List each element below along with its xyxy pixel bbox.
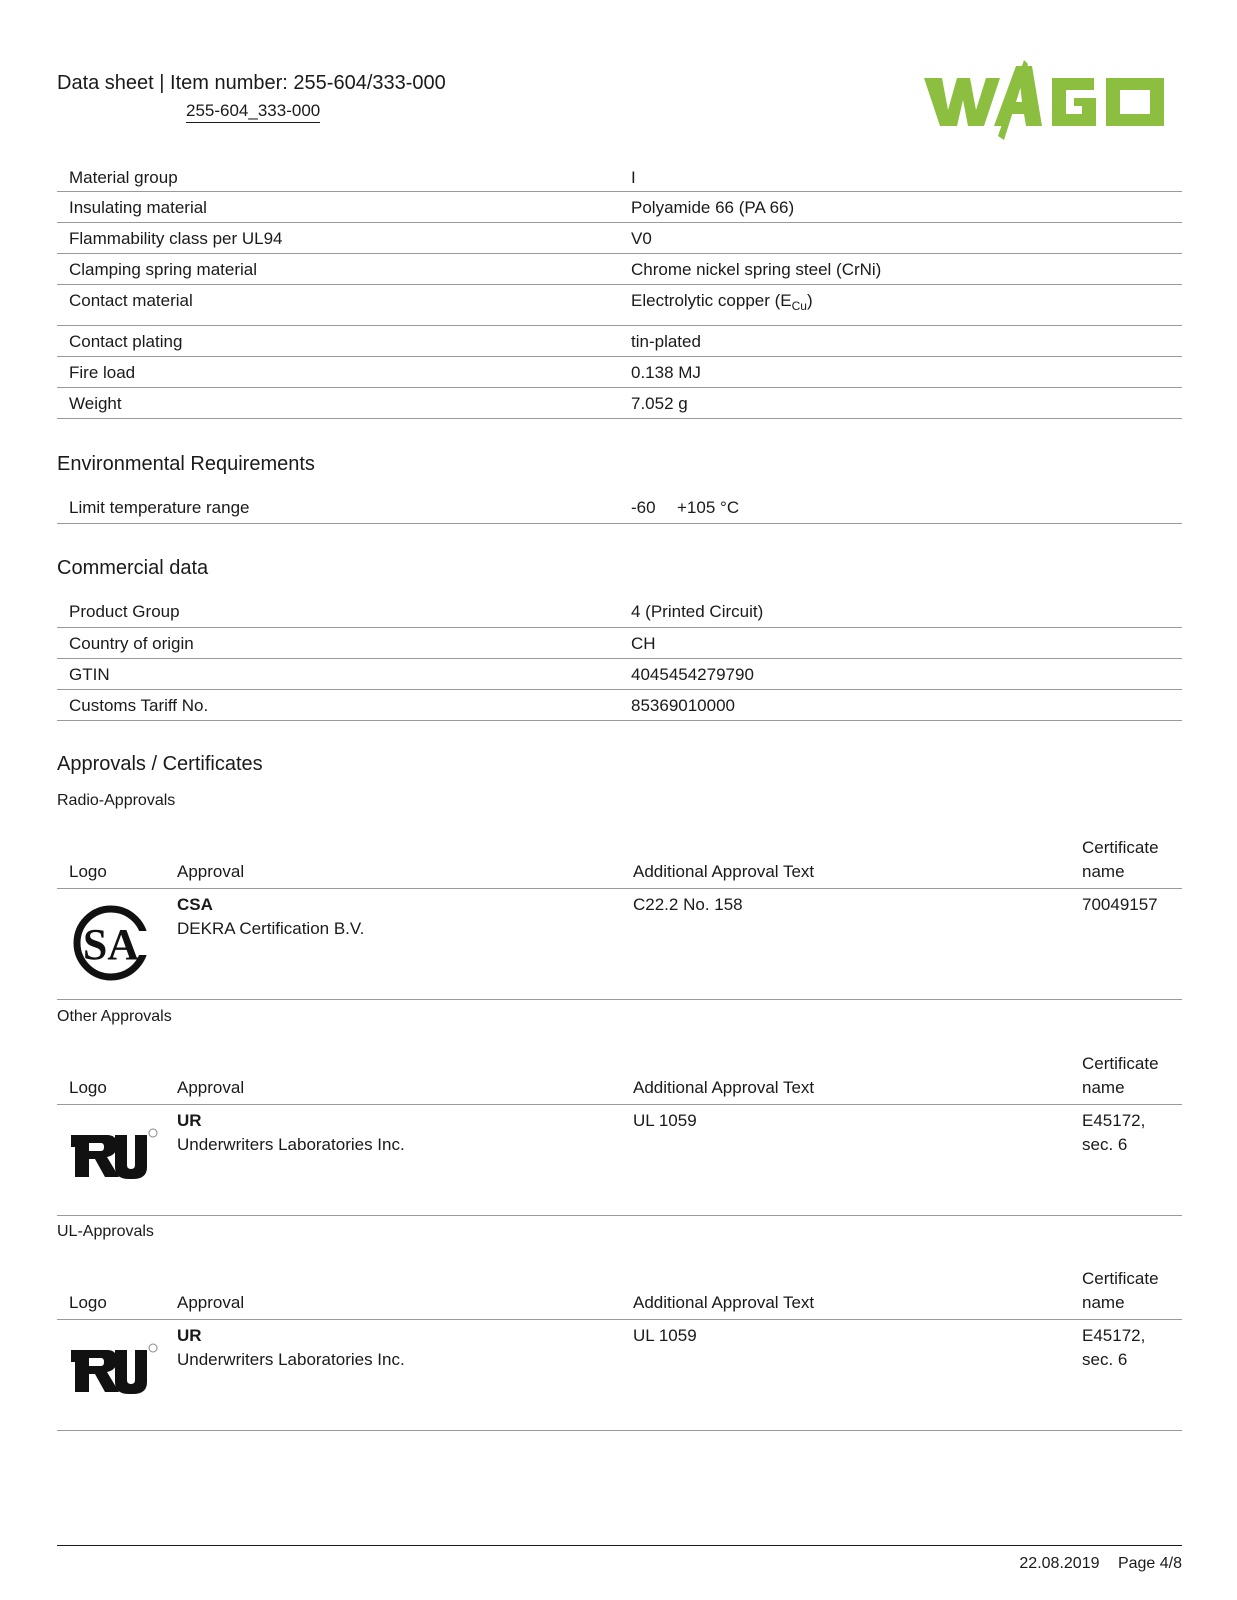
approval-group-title: Other Approvals <box>57 1008 172 1025</box>
table-row <box>57 628 1182 659</box>
approval-cert: 70049157 <box>1082 895 1158 914</box>
row-value: 7.052 g <box>631 394 688 413</box>
row-value-max: +105 °C <box>677 498 740 517</box>
table-row <box>57 492 1182 524</box>
row-value: 0.138 MJ <box>631 363 701 382</box>
approval-row <box>57 1105 1182 1216</box>
approval-additional: UL 1059 <box>633 1111 697 1130</box>
table-row <box>57 388 1182 419</box>
row-value: CH <box>631 634 656 653</box>
table-row <box>57 223 1182 254</box>
row-label: Material group <box>69 168 178 187</box>
csa-logo-icon <box>71 897 151 994</box>
approval-table-header <box>57 818 1182 889</box>
approval-cert-line2: sec. 6 <box>1082 1135 1128 1154</box>
table-row <box>57 160 1182 192</box>
approval-row <box>57 889 1182 1000</box>
col-cert-line1: Certificate <box>1082 1054 1159 1073</box>
col-approval: Approval <box>177 862 245 881</box>
col-approval: Approval <box>177 1078 245 1097</box>
row-value: 4 (Printed Circuit) <box>631 602 764 621</box>
environmental-table <box>57 492 1182 524</box>
footer-page: Page 4/8 <box>1117 1555 1182 1572</box>
footer <box>1019 1555 1182 1573</box>
approval-table-header <box>57 1034 1182 1105</box>
table-row <box>57 285 1182 326</box>
svg-text:SA: SA <box>82 920 140 969</box>
section-title-commercial: Commercial data <box>57 557 209 579</box>
wago-logo <box>924 58 1180 144</box>
table-row <box>57 659 1182 690</box>
col-logo: Logo <box>69 1293 107 1312</box>
row-label: Contact material <box>69 291 193 310</box>
approval-body: Underwriters Laboratories Inc. <box>177 1350 405 1369</box>
approval-name: UR <box>177 1326 202 1345</box>
row-label: Country of origin <box>69 634 194 653</box>
approval-name: UR <box>177 1111 202 1130</box>
table-row <box>57 326 1182 357</box>
col-cert-line2: name <box>1082 862 1125 881</box>
approval-cert-line1: E45172, <box>1082 1111 1146 1130</box>
footer-date: 22.08.2019 <box>1019 1555 1100 1572</box>
approval-cert-line2: sec. 6 <box>1082 1350 1128 1369</box>
row-label: Customs Tariff No. <box>69 696 209 715</box>
commercial-table <box>57 596 1182 721</box>
table-row <box>57 254 1182 285</box>
table-row <box>57 357 1182 388</box>
approval-name: CSA <box>177 895 213 914</box>
table-row <box>57 690 1182 721</box>
col-approval: Approval <box>177 1293 245 1312</box>
col-cert-line2: name <box>1082 1293 1125 1312</box>
material-table <box>57 160 1182 419</box>
row-value: I <box>631 168 636 187</box>
section-title-approvals: Approvals / Certificates <box>57 753 263 775</box>
row-label: Insulating material <box>69 198 207 217</box>
approval-table-header <box>57 1249 1182 1320</box>
item-number-link[interactable]: 255-604_333-000 <box>186 101 320 123</box>
footer-divider <box>57 1545 1182 1546</box>
ur-logo-icon <box>67 1340 159 1405</box>
row-value-min: -60 <box>631 498 656 517</box>
col-cert-line2: name <box>1082 1078 1125 1097</box>
ur-logo-icon <box>67 1125 159 1190</box>
col-additional: Additional Approval Text <box>633 862 815 881</box>
col-logo: Logo <box>69 862 107 881</box>
col-logo: Logo <box>69 1078 107 1097</box>
row-label: Contact plating <box>69 332 183 351</box>
approval-group-title: UL-Approvals <box>57 1223 154 1240</box>
row-label: Weight <box>69 394 122 413</box>
approval-row <box>57 1320 1182 1431</box>
row-label: Clamping spring material <box>69 260 258 279</box>
row-label: GTIN <box>69 665 110 684</box>
approval-body: Underwriters Laboratories Inc. <box>177 1135 405 1154</box>
section-title-environmental: Environmental Requirements <box>57 453 315 475</box>
col-additional: Additional Approval Text <box>633 1293 815 1312</box>
row-value: Electrolytic copper $(E_{Cu})$ <box>631 291 813 313</box>
row-value: 85369010000 <box>631 696 736 715</box>
approval-group-title: Radio-Approvals <box>57 792 176 809</box>
row-value: tin-plated <box>631 332 701 351</box>
row-label: Limit temperature range <box>69 498 250 517</box>
row-value: 4045454279790 <box>631 665 754 684</box>
col-additional: Additional Approval Text <box>633 1078 815 1097</box>
row-value: Polyamide 66 (PA 66) <box>631 198 795 217</box>
row-value: V0 <box>631 229 652 248</box>
wago-logo-graphic <box>924 58 1180 144</box>
approval-body: DEKRA Certification B.V. <box>177 919 365 938</box>
row-label: Flammability class per UL94 <box>69 229 283 248</box>
page-title: Data sheet | Item number: 255-604/333-000 <box>57 72 446 94</box>
approval-additional: UL 1059 <box>633 1326 697 1345</box>
table-row <box>57 596 1182 628</box>
table-row <box>57 192 1182 223</box>
col-cert-line1: Certificate <box>1082 838 1159 857</box>
col-cert-line1: Certificate <box>1082 1269 1159 1288</box>
row-label: Fire load <box>69 363 136 382</box>
row-label: Product Group <box>69 602 180 621</box>
approval-additional: C22.2 No. 158 <box>633 895 743 914</box>
approval-cert-line1: E45172, <box>1082 1326 1146 1345</box>
row-value: Chrome nickel spring steel (CrNi) <box>631 260 882 279</box>
